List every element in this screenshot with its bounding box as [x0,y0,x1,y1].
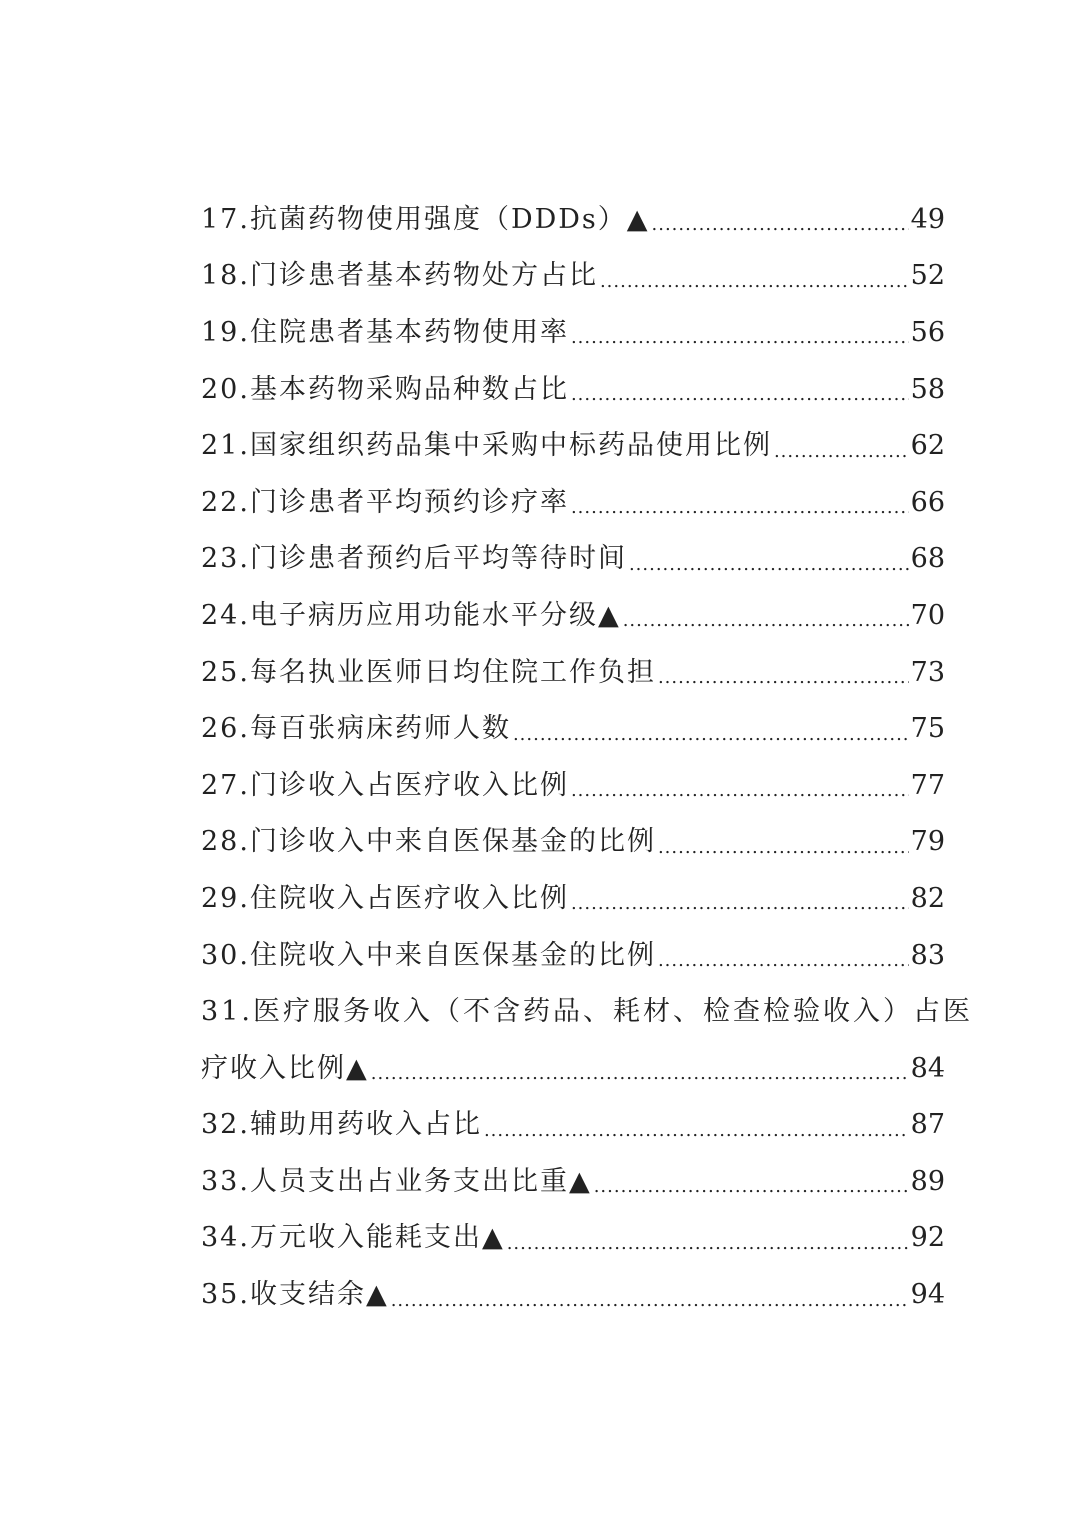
toc-entry-title: 27.门诊收入占医疗收入比例 [201,769,569,801]
toc-entry-title: 20.基本药物采购品种数占比 [201,373,569,405]
toc-entry-title: 30.住院收入中来自医保基金的比例 [201,939,656,971]
toc-entry-18[interactable] [201,248,945,305]
toc-entry-title: 22.门诊患者平均预约诊疗率 [201,486,569,518]
toc-entry-title: 23.门诊患者预约后平均等待时间 [201,543,627,575]
dot-leader [484,1122,909,1140]
table-of-contents [201,191,973,1323]
toc-entry-title: 33.人员支出占业务支出比重▲ [201,1165,592,1197]
toc-entry-page: 66 [910,486,945,518]
toc-entry-title: 25.每名执业医师日均住院工作负担 [201,656,656,688]
toc-entry-page: 70 [910,599,945,631]
toc-entry-29[interactable] [201,870,945,927]
toc-entry-32[interactable] [201,1097,945,1154]
toc-entry-31-line2[interactable] [201,1040,945,1097]
toc-entry-page: 82 [910,882,945,914]
dot-leader [594,1178,909,1196]
toc-entry-title: 29.住院收入占医疗收入比例 [201,882,569,914]
toc-entry-page: 56 [910,316,945,348]
toc-entry-page: 73 [910,656,945,688]
toc-entry-page: 75 [910,713,945,745]
toc-entry-30[interactable] [201,927,945,984]
toc-entry-17[interactable] [201,191,945,248]
toc-entry-page: 87 [910,1109,945,1141]
toc-entry-28[interactable] [201,814,945,871]
toc-entry-page: 58 [910,373,945,405]
toc-entry-title: 26.每百张病床药师人数 [201,713,511,745]
dot-leader [600,273,909,291]
toc-entry-page: 79 [910,826,945,858]
toc-entry-20[interactable] [201,361,945,418]
toc-entry-page: 77 [910,769,945,801]
toc-entry-21[interactable] [201,417,945,474]
toc-entry-page: 83 [910,939,945,971]
toc-entry-title: 17.抗菌药物使用强度（DDDs）▲ [201,203,650,235]
toc-entry-27[interactable] [201,757,945,814]
toc-entry-31-line1[interactable] [201,983,973,1040]
toc-entry-page: 68 [910,543,945,575]
dot-leader [629,556,909,574]
toc-entry-23[interactable] [201,531,945,588]
dot-leader [513,726,909,744]
toc-entry-title: 32.辅助用药收入占比 [201,1109,482,1141]
toc-entry-title: 28.门诊收入中来自医保基金的比例 [201,826,656,858]
dot-leader [658,839,909,857]
toc-entry-33[interactable] [201,1153,945,1210]
toc-entry-title: 19.住院患者基本药物使用率 [201,316,569,348]
dot-leader [571,329,909,347]
dot-leader [507,1235,909,1253]
toc-entry-35[interactable] [201,1266,945,1323]
dot-leader [623,612,909,630]
toc-entry-title: 31.医疗服务收入（不含药品、耗材、检查检验收入）占医 [201,996,973,1028]
toc-entry-page: 84 [910,1052,945,1084]
toc-entry-25[interactable] [201,644,945,701]
toc-entry-title: 18.门诊患者基本药物处方占比 [201,260,598,292]
dot-leader [652,216,909,234]
toc-entry-title: 24.电子病历应用功能水平分级▲ [201,599,621,631]
dot-leader [774,443,909,461]
toc-entry-page: 49 [910,203,945,235]
dot-leader [571,386,909,404]
dot-leader [371,1065,909,1083]
toc-entry-page: 94 [910,1279,945,1311]
toc-entry-page: 62 [910,430,945,462]
toc-entry-title: 35.收支结余▲ [201,1279,389,1311]
toc-entry-page: 92 [910,1222,945,1254]
toc-entry-page: 89 [910,1165,945,1197]
toc-entry-22[interactable] [201,474,945,531]
toc-entry-19[interactable] [201,304,945,361]
toc-entry-page: 52 [910,260,945,292]
dot-leader [571,895,909,913]
toc-entry-34[interactable] [201,1210,945,1267]
toc-entry-title-continued: 疗收入比例▲ [201,1052,369,1084]
toc-entry-24[interactable] [201,587,945,644]
dot-leader [571,499,909,517]
dot-leader [658,952,909,970]
toc-entry-title: 34.万元收入能耗支出▲ [201,1222,505,1254]
dot-leader [391,1292,909,1310]
toc-entry-title: 21.国家组织药品集中采购中标药品使用比例 [201,430,772,462]
toc-entry-26[interactable] [201,700,945,757]
dot-leader [571,782,909,800]
dot-leader [658,669,909,687]
